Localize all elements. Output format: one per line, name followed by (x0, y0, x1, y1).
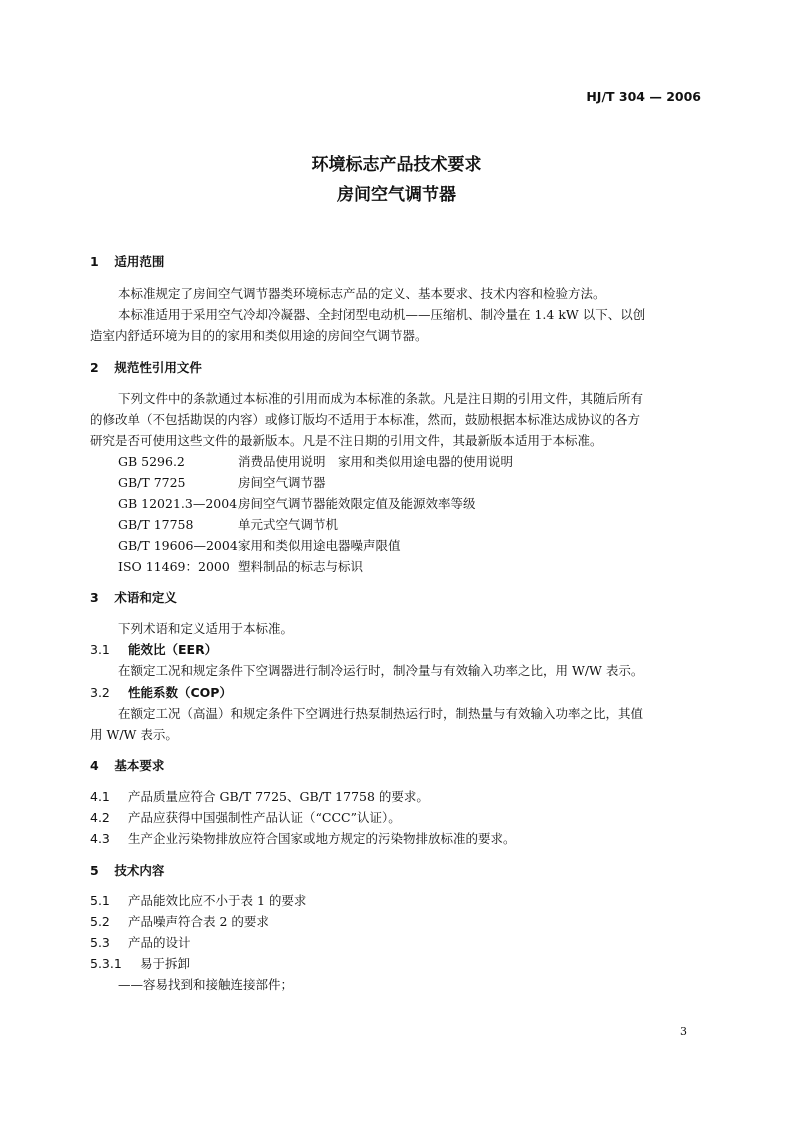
section-number: 3 (90, 590, 99, 605)
reference-title: 房间空气调节器能效限定值及能源效率等级 (238, 496, 476, 511)
dash-list-item: ——容易找到和接触连接部件； (118, 977, 294, 992)
clause-text: 产品噪声符合表 2 的要求 (128, 914, 269, 929)
reference-title: 房间空气调节器 (238, 475, 326, 490)
subsection-title: 性能系数（COP） (128, 685, 232, 700)
subsection-3-1-heading (90, 640, 217, 658)
section-title: 适用范围 (114, 254, 165, 269)
definition-text: 在额定工况（高温）和规定条件下空调进行热泵制热运行时，制热量与有效输入功率之比，其值 (118, 706, 644, 721)
reference-entry (118, 515, 338, 533)
definition-text: 在额定工况和规定条件下空调器进行制冷运行时，制冷量与有效输入功率之比，用 W/W 表示。 (118, 663, 644, 678)
paragraph: 本标准适用于采用空气冷却冷凝器、全封闭型电动机——压缩机、制冷量在 1.4 kW 以下、以创 (118, 307, 646, 322)
section-number: 5 (90, 863, 99, 878)
section-1-heading (90, 252, 164, 270)
document-title: 环境标志产品技术要求 (311, 155, 482, 175)
subsection-number: 3.1 (90, 642, 110, 657)
reference-code: GB 5296.2 (118, 454, 185, 469)
section-number: 1 (90, 254, 99, 269)
reference-code: GB/T 17758 (118, 517, 194, 532)
clause-text: 产品应获得中国强制性产品认证（“CCC”认证）。 (128, 810, 401, 825)
reference-title: 单元式空气调节机 (238, 517, 339, 532)
paragraph-continuation: 的修改单（不包括勘误的内容）或修订版均不适用于本标准，然而，鼓励根据本标准达成协议的各方 (90, 412, 641, 427)
clause-item (90, 933, 191, 951)
section-title: 术语和定义 (114, 590, 177, 605)
paragraph: 下列术语和定义适用于本标准。 (118, 621, 294, 636)
section-number: 2 (90, 360, 99, 375)
clause-text: 产品能效比应不小于表 1 的要求 (128, 893, 307, 908)
clause-item (90, 912, 269, 930)
paragraph: 下列文件中的条款通过本标准的引用而成为本标准的条款。凡是注日期的引用文件，其随后所有 (118, 391, 644, 406)
paragraph-continuation: 研究是否可使用这些文件的最新版本。凡是不注日期的引用文件，其最新版本适用于本标准。 (90, 433, 603, 448)
page-number: 3 (680, 1025, 687, 1038)
section-number: 4 (90, 758, 99, 773)
section-3-heading (90, 588, 177, 606)
clause-number: 5.1 (90, 893, 110, 908)
reference-code: ISO 11469：2000 (118, 559, 230, 574)
paragraph: 本标准规定了房间空气调节器类环境标志产品的定义、基本要求、技术内容和检验方法。 (118, 286, 606, 301)
clause-item (90, 829, 516, 847)
reference-title: 消费品使用说明 家用和类似用途电器的使用说明 (238, 454, 514, 469)
paragraph-continuation: 造室内舒适环境为目的的家用和类似用途的房间空气调节器。 (90, 328, 428, 343)
section-title: 基本要求 (114, 758, 165, 773)
reference-entry (118, 557, 363, 575)
clause-item (90, 954, 190, 972)
section-title: 规范性引用文件 (114, 360, 202, 375)
clause-item (90, 787, 429, 805)
clause-number: 4.2 (90, 810, 110, 825)
reference-entry (118, 452, 513, 470)
reference-title: 家用和类似用途电器噪声限值 (238, 538, 401, 553)
reference-title: 塑料制品的标志与标识 (238, 559, 364, 574)
clause-number: 4.3 (90, 831, 110, 846)
subsection-number: 3.2 (90, 685, 110, 700)
section-title: 技术内容 (114, 863, 165, 878)
clause-number: 4.1 (90, 789, 110, 804)
section-5-heading (90, 861, 164, 879)
clause-text: 产品质量应符合 GB/T 7725、GB/T 17758 的要求。 (128, 789, 429, 804)
reference-code: GB 12021.3—2004 (118, 496, 238, 511)
clause-item (90, 891, 306, 909)
subsection-3-2-heading (90, 683, 232, 701)
clause-text: 生产企业污染物排放应符合国家或地方规定的污染物排放标准的要求。 (128, 831, 516, 846)
clause-item (90, 808, 401, 826)
clause-text: 易于拆卸 (140, 956, 191, 971)
section-4-heading (90, 756, 164, 774)
clause-number: 5.3.1 (90, 956, 122, 971)
reference-entry (118, 536, 401, 554)
document-subtitle: 房间空气调节器 (337, 185, 456, 205)
reference-code: GB/T 7725 (118, 475, 186, 490)
reference-code: GB/T 19606—2004 (118, 538, 238, 553)
definition-text-continuation: 用 W/W 表示。 (90, 727, 178, 742)
subsection-title: 能效比（EER） (128, 642, 218, 657)
section-2-heading (90, 358, 202, 376)
standard-code: HJ/T 304 — 2006 (586, 89, 701, 104)
reference-entry (118, 473, 326, 491)
reference-entry (118, 494, 476, 512)
clause-number: 5.3 (90, 935, 110, 950)
clause-number: 5.2 (90, 914, 110, 929)
clause-text: 产品的设计 (128, 935, 191, 950)
